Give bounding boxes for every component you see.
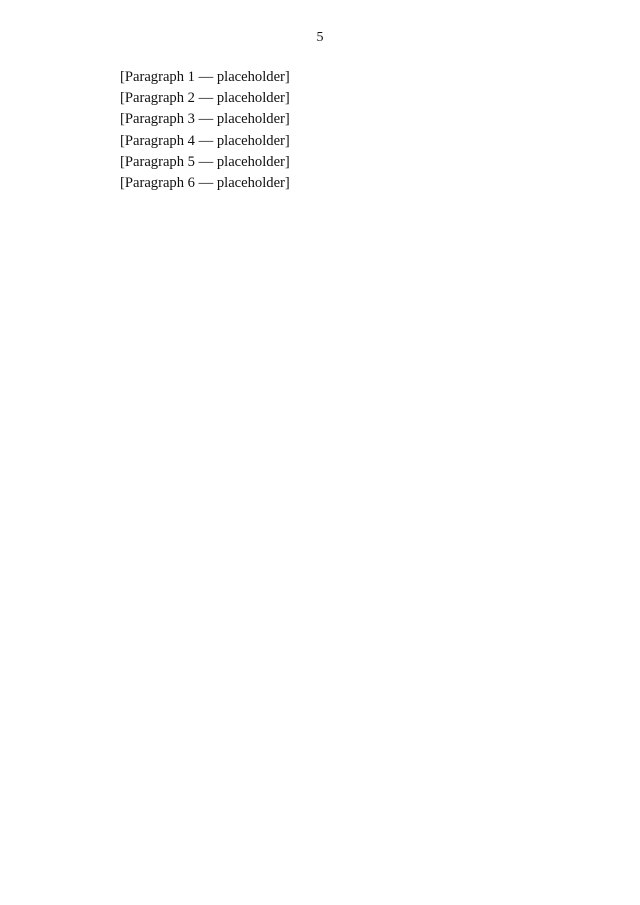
- page-number: 5: [316, 30, 324, 45]
- paragraph-clause-16: [Paragraph 3 — placeholder]: [120, 111, 290, 128]
- paragraph-item-3: [Paragraph 1 — placeholder]: [120, 69, 290, 85]
- paragraph-clause-15: [Paragraph 2 — placeholder]: [120, 90, 290, 107]
- paragraph-clause-17: [Paragraph 4 — placeholder]: [120, 132, 290, 149]
- paragraph-clause-18: [Paragraph 5 — placeholder]: [120, 153, 290, 170]
- paragraph-agreements-deadline: [Paragraph 6 — placeholder]: [120, 175, 290, 192]
